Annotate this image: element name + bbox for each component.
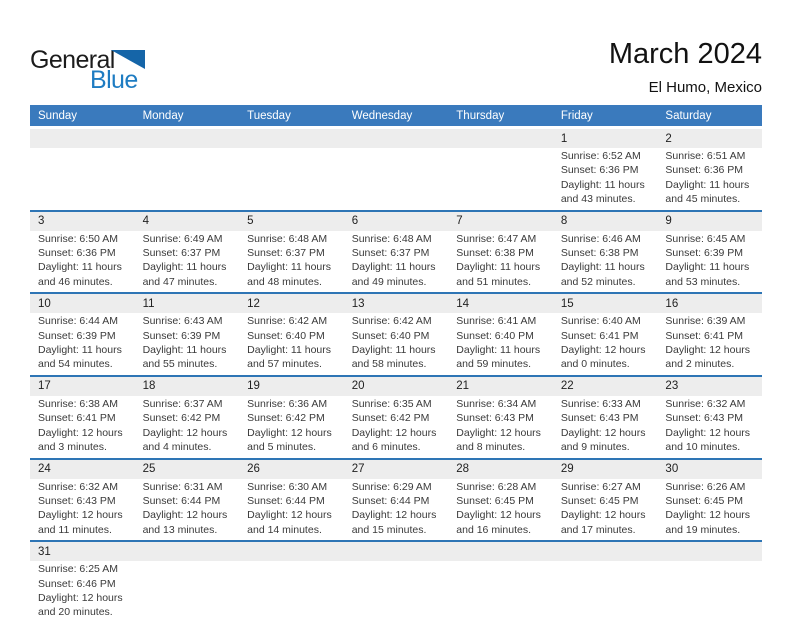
page-header: [30, 40, 762, 100]
sunrise-text: Sunrise: 6:35 AM: [351, 397, 432, 410]
daylight-text-line1: Daylight: 12 hours: [560, 509, 646, 522]
day-details-17: [30, 396, 135, 458]
sunrise-text: Sunrise: 6:52 AM: [560, 150, 641, 162]
empty-day-cell: [135, 561, 240, 623]
day-number-strip: [30, 460, 762, 479]
sunset-text: Sunset: 6:42 PM: [142, 412, 221, 425]
day-number-27: 27: [351, 463, 365, 475]
sunset-text: Sunset: 6:37 PM: [247, 247, 325, 260]
day-details-row: [30, 148, 762, 210]
day-details-21: [448, 396, 553, 458]
empty-day-cell: [448, 148, 553, 210]
daylight-text-line1: Daylight: 12 hours: [247, 426, 332, 439]
day-details-11: [135, 313, 240, 375]
weekday-label-wednesday: Wednesday: [351, 109, 413, 122]
sunrise-text: Sunrise: 6:29 AM: [351, 480, 432, 493]
day-number-17: 17: [38, 380, 51, 393]
day-number-31: 31: [38, 545, 51, 558]
daylight-text-line2: and 57 minutes.: [247, 358, 322, 371]
sunset-text: Sunset: 6:39 PM: [665, 247, 744, 260]
day-details-19: [239, 396, 344, 458]
empty-day-cell: [344, 561, 449, 623]
sunrise-text: Sunrise: 6:38 AM: [38, 397, 118, 410]
weekday-label-monday: Monday: [142, 109, 184, 122]
day-details-31: [30, 561, 135, 623]
logo-text-general: General: [30, 46, 115, 74]
sunrise-text: Sunrise: 6:47 AM: [456, 232, 537, 245]
day-number-30: 30: [665, 463, 679, 475]
daylight-text-line2: and 54 minutes.: [38, 358, 113, 371]
week-row-4: [30, 375, 762, 458]
sunset-text: Sunset: 6:37 PM: [351, 247, 430, 260]
day-number-25: 25: [142, 463, 156, 475]
day-details-row: [30, 231, 762, 293]
sunrise-text: Sunrise: 6:48 AM: [351, 232, 432, 245]
daylight-text-line2: and 3 minutes.: [38, 441, 107, 454]
daylight-text-line1: Daylight: 11 hours: [351, 344, 436, 357]
sunset-text: Sunset: 6:46 PM: [38, 577, 116, 590]
day-details-4: [135, 231, 240, 293]
sunrise-text: Sunrise: 6:49 AM: [142, 232, 223, 245]
day-details-row: [30, 479, 762, 541]
sunrise-text: Sunrise: 6:42 AM: [247, 315, 328, 328]
daylight-text-line2: and 58 minutes.: [351, 358, 427, 371]
day-details-24: [30, 479, 135, 541]
day-number-2: 2: [665, 132, 672, 145]
sunset-text: Sunset: 6:43 PM: [560, 412, 639, 425]
sunset-text: Sunset: 6:38 PM: [560, 247, 639, 260]
daylight-text-line1: Daylight: 12 hours: [665, 344, 751, 357]
sunrise-text: Sunrise: 6:31 AM: [142, 480, 223, 493]
sunset-text: Sunset: 6:43 PM: [665, 412, 744, 425]
day-number-23: 23: [665, 380, 679, 393]
sunrise-text: Sunrise: 6:50 AM: [38, 232, 118, 245]
weekday-label-sunday: Sunday: [38, 109, 78, 122]
day-details-1: [553, 148, 658, 210]
weekday-label-tuesday: Tuesday: [247, 109, 291, 122]
daylight-text-line2: and 45 minutes.: [665, 193, 741, 206]
daylight-text-line2: and 11 minutes.: [38, 523, 112, 536]
daylight-text-line2: and 4 minutes.: [142, 441, 212, 454]
daylight-text-line1: Daylight: 12 hours: [351, 509, 437, 522]
day-details-9: [657, 231, 762, 293]
sunrise-text: Sunrise: 6:46 AM: [560, 232, 641, 245]
sunrise-text: Sunrise: 6:30 AM: [247, 480, 328, 493]
day-details-22: [553, 396, 658, 458]
daylight-text-line2: and 52 minutes.: [560, 275, 636, 288]
sunset-text: Sunset: 6:45 PM: [665, 494, 744, 507]
empty-day-cell: [239, 561, 344, 623]
sunset-text: Sunset: 6:41 PM: [560, 329, 639, 342]
sunrise-text: Sunrise: 6:40 AM: [560, 315, 641, 328]
sunset-text: Sunset: 6:41 PM: [38, 412, 116, 425]
day-number-11: 11: [142, 297, 155, 310]
weekday-header-row: [30, 105, 762, 126]
daylight-text-line1: Daylight: 12 hours: [456, 509, 541, 522]
daylight-text-line2: and 55 minutes.: [142, 358, 218, 371]
daylight-text-line2: and 19 minutes.: [665, 523, 741, 536]
weekday-label-friday: Friday: [560, 109, 593, 122]
daylight-text-line2: and 48 minutes.: [247, 275, 322, 288]
day-number-29: 29: [560, 463, 574, 475]
daylight-text-line2: and 6 minutes.: [351, 441, 421, 454]
daylight-text-line1: Daylight: 11 hours: [560, 178, 645, 191]
daylight-text-line1: Daylight: 11 hours: [247, 261, 331, 274]
daylight-text-line2: and 10 minutes.: [665, 441, 741, 454]
daylight-text-line2: and 20 minutes.: [38, 606, 113, 619]
logo-text-blue: Blue: [90, 66, 138, 94]
day-number-8: 8: [560, 215, 568, 228]
day-details-2: [657, 148, 762, 210]
day-number-strip: [30, 294, 762, 313]
sunrise-text: Sunrise: 6:36 AM: [247, 397, 328, 410]
sunrise-text: Sunrise: 6:51 AM: [665, 150, 746, 162]
empty-day-cell: [553, 561, 658, 623]
daylight-text-line1: Daylight: 12 hours: [351, 426, 437, 439]
day-details-14: [448, 313, 553, 375]
day-details-row: [30, 313, 762, 375]
daylight-text-line2: and 59 minutes.: [456, 358, 531, 371]
day-number-26: 26: [247, 463, 260, 475]
day-details-30: [657, 479, 762, 541]
sunrise-text: Sunrise: 6:39 AM: [665, 315, 746, 328]
daylight-text-line2: and 2 minutes.: [665, 358, 735, 371]
week-row-1: [30, 129, 762, 210]
sunrise-text: Sunrise: 6:43 AM: [142, 315, 223, 328]
sunrise-text: Sunrise: 6:41 AM: [456, 315, 537, 328]
week-row-5: [30, 458, 762, 541]
daylight-text-line1: Daylight: 12 hours: [38, 591, 123, 604]
empty-day-cell: [448, 561, 553, 623]
calendar-grid: [30, 129, 762, 623]
day-number-18: 18: [142, 380, 156, 393]
empty-day-cell: [30, 148, 135, 210]
weekday-label-saturday: Saturday: [665, 109, 712, 122]
daylight-text-line1: Daylight: 12 hours: [142, 426, 228, 439]
day-number-5: 5: [247, 215, 254, 228]
day-details-row: [30, 561, 762, 623]
sunset-text: Sunset: 6:43 PM: [456, 412, 534, 425]
sunset-text: Sunset: 6:42 PM: [247, 412, 325, 425]
sunset-text: Sunset: 6:41 PM: [665, 329, 744, 342]
empty-day-cell: [135, 148, 240, 210]
day-details-28: [448, 479, 553, 541]
sunset-text: Sunset: 6:40 PM: [247, 329, 325, 342]
daylight-text-line2: and 5 minutes.: [247, 441, 317, 454]
daylight-text-line2: and 49 minutes.: [351, 275, 427, 288]
sunset-text: Sunset: 6:40 PM: [456, 329, 534, 342]
daylight-text-line2: and 0 minutes.: [560, 358, 630, 371]
title-block: [609, 40, 762, 96]
daylight-text-line1: Daylight: 12 hours: [456, 426, 541, 439]
day-details-15: [553, 313, 658, 375]
daylight-text-line1: Daylight: 12 hours: [665, 509, 751, 522]
daylight-text-line1: Daylight: 12 hours: [665, 426, 751, 439]
daylight-text-line1: Daylight: 12 hours: [560, 426, 646, 439]
daylight-text-line1: Daylight: 12 hours: [247, 509, 332, 522]
day-number-strip: [30, 377, 762, 396]
sunrise-text: Sunrise: 6:32 AM: [38, 480, 118, 493]
sunset-text: Sunset: 6:45 PM: [456, 494, 534, 507]
sunset-text: Sunset: 6:39 PM: [38, 329, 116, 342]
daylight-text-line2: and 46 minutes.: [38, 275, 113, 288]
sunrise-text: Sunrise: 6:37 AM: [142, 397, 223, 410]
daylight-text-line2: and 14 minutes.: [247, 523, 322, 536]
day-number-22: 22: [560, 380, 574, 393]
sunrise-text: Sunrise: 6:32 AM: [665, 397, 746, 410]
daylight-text-line1: Daylight: 12 hours: [38, 426, 123, 439]
daylight-text-line1: Daylight: 12 hours: [142, 509, 228, 522]
sunset-text: Sunset: 6:40 PM: [351, 329, 430, 342]
day-details-27: [344, 479, 449, 541]
daylight-text-line2: and 47 minutes.: [142, 275, 218, 288]
day-number-24: 24: [38, 463, 51, 475]
sunrise-text: Sunrise: 6:27 AM: [560, 480, 641, 493]
day-number-4: 4: [142, 215, 149, 228]
sunrise-text: Sunrise: 6:28 AM: [456, 480, 537, 493]
day-number-13: 13: [351, 297, 365, 310]
sunset-text: Sunset: 6:39 PM: [142, 329, 221, 342]
day-details-23: [657, 396, 762, 458]
day-details-7: [448, 231, 553, 293]
day-number-16: 16: [665, 297, 679, 310]
sunset-text: Sunset: 6:36 PM: [665, 164, 744, 177]
daylight-text-line2: and 15 minutes.: [351, 523, 427, 536]
daylight-text-line1: Daylight: 11 hours: [456, 344, 541, 357]
day-details-16: [657, 313, 762, 375]
sunrise-text: Sunrise: 6:42 AM: [351, 315, 432, 328]
day-details-25: [135, 479, 240, 541]
week-row-2: [30, 210, 762, 293]
day-details-26: [239, 479, 344, 541]
sunset-text: Sunset: 6:44 PM: [142, 494, 221, 507]
day-details-10: [30, 313, 135, 375]
sunrise-text: Sunrise: 6:45 AM: [665, 232, 746, 245]
sunrise-text: Sunrise: 6:33 AM: [560, 397, 641, 410]
daylight-text-line2: and 17 minutes.: [560, 523, 636, 536]
sunrise-text: Sunrise: 6:34 AM: [456, 397, 537, 410]
daylight-text-line1: Daylight: 11 hours: [665, 261, 750, 274]
daylight-text-line1: Daylight: 11 hours: [38, 261, 122, 274]
daylight-text-line1: Daylight: 11 hours: [247, 344, 331, 357]
daylight-text-line2: and 51 minutes.: [456, 275, 531, 288]
sunset-text: Sunset: 6:45 PM: [560, 494, 639, 507]
day-details-18: [135, 396, 240, 458]
day-number-3: 3: [38, 215, 45, 228]
day-number-28: 28: [456, 463, 470, 475]
day-details-row: [30, 396, 762, 458]
daylight-text-line1: Daylight: 11 hours: [560, 261, 645, 274]
sunset-text: Sunset: 6:44 PM: [247, 494, 325, 507]
day-number-7: 7: [456, 215, 463, 228]
day-number-6: 6: [351, 215, 359, 228]
sunset-text: Sunset: 6:36 PM: [38, 247, 116, 260]
month-title: March 2024: [608, 38, 762, 70]
sunset-text: Sunset: 6:43 PM: [38, 494, 116, 507]
daylight-text-line2: and 53 minutes.: [665, 275, 741, 288]
day-number-14: 14: [456, 297, 470, 310]
day-number-strip: [30, 212, 762, 231]
sunset-text: Sunset: 6:38 PM: [456, 247, 534, 260]
sunset-text: Sunset: 6:37 PM: [142, 247, 221, 260]
daylight-text-line1: Daylight: 11 hours: [665, 178, 750, 191]
daylight-text-line1: Daylight: 11 hours: [351, 261, 436, 274]
empty-day-cell: [239, 148, 344, 210]
day-details-3: [30, 231, 135, 293]
sunset-text: Sunset: 6:36 PM: [560, 164, 639, 177]
empty-day-cell: [344, 148, 449, 210]
daylight-text-line1: Daylight: 11 hours: [38, 344, 122, 357]
day-number-strip: [30, 542, 762, 561]
sunrise-text: Sunrise: 6:25 AM: [38, 563, 118, 576]
day-number-12: 12: [247, 297, 260, 310]
daylight-text-line2: and 8 minutes.: [456, 441, 526, 454]
general-blue-logo: [30, 46, 190, 96]
sunrise-text: Sunrise: 6:48 AM: [247, 232, 328, 245]
daylight-text-line1: Daylight: 11 hours: [142, 261, 227, 274]
daylight-text-line1: Daylight: 12 hours: [38, 509, 123, 522]
daylight-text-line2: and 16 minutes.: [456, 523, 531, 536]
day-details-29: [553, 479, 658, 541]
sunrise-text: Sunrise: 6:26 AM: [665, 480, 746, 493]
daylight-text-line2: and 13 minutes.: [142, 523, 218, 536]
day-number-strip: [30, 129, 762, 148]
day-details-5: [239, 231, 344, 293]
day-number-1: 1: [560, 132, 568, 145]
sunset-text: Sunset: 6:42 PM: [351, 412, 430, 425]
daylight-text-line2: and 9 minutes.: [560, 441, 630, 454]
daylight-text-line1: Daylight: 12 hours: [560, 344, 646, 357]
daylight-text-line1: Daylight: 11 hours: [142, 344, 227, 357]
day-number-19: 19: [247, 380, 260, 393]
day-number-10: 10: [38, 297, 51, 310]
weekday-label-thursday: Thursday: [456, 109, 505, 122]
day-number-21: 21: [456, 380, 470, 393]
day-details-6: [344, 231, 449, 293]
day-details-12: [239, 313, 344, 375]
day-details-20: [344, 396, 449, 458]
daylight-text-line1: Daylight: 11 hours: [456, 261, 541, 274]
day-number-9: 9: [665, 215, 672, 228]
week-row-3: [30, 292, 762, 375]
daylight-text-line2: and 43 minutes.: [560, 193, 636, 206]
day-number-15: 15: [560, 297, 574, 310]
sunset-text: Sunset: 6:44 PM: [351, 494, 430, 507]
week-row-6: [30, 540, 762, 623]
day-details-13: [344, 313, 449, 375]
day-number-20: 20: [351, 380, 365, 393]
sunrise-text: Sunrise: 6:44 AM: [38, 315, 118, 328]
day-details-8: [553, 231, 658, 293]
empty-day-cell: [657, 561, 762, 623]
location-subtitle: El Humo, Mexico: [648, 79, 762, 96]
